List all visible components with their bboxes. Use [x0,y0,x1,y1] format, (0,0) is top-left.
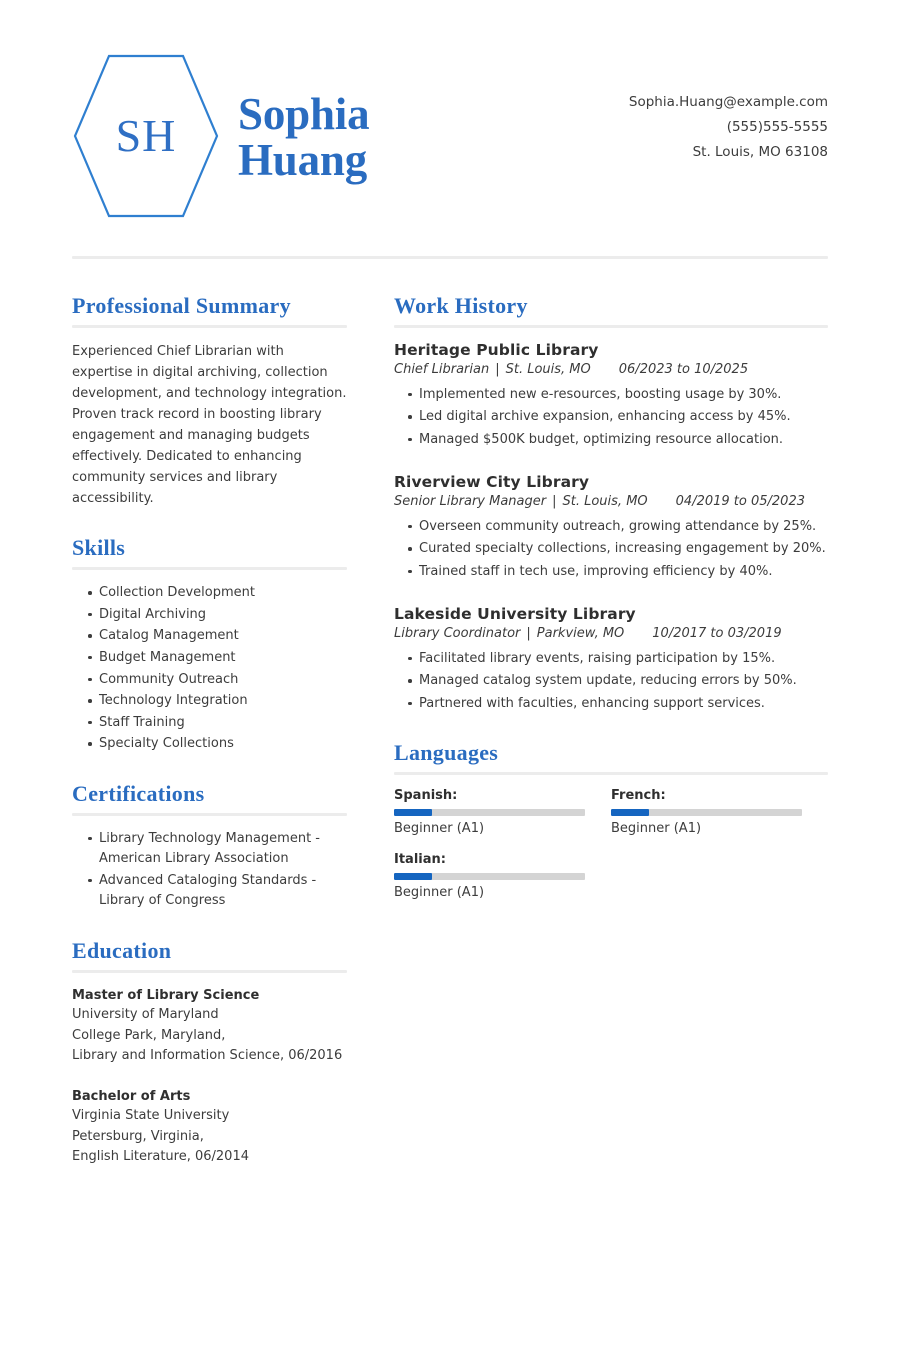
right-column [357,293,828,942]
job-location: St. Louis, MO [505,362,591,377]
job-entry [394,341,828,450]
education-school: University of Maryland [72,1007,219,1023]
contact-email[interactable]: Sophia.Huang@example.com [628,94,828,110]
certification-item: Advanced Cataloging Standards - Library of Congress [88,871,347,912]
language-item [394,852,611,900]
job-meta [394,492,828,512]
job-role: Library Coordinator [394,626,521,642]
section-title-languages: Languages [394,740,499,766]
languages-grid [394,788,828,916]
section-title-certifications: Certifications [72,780,205,806]
job-company: Riverview City Library [394,473,590,492]
language-level: Beginner (A1) [611,821,702,837]
language-level: Beginner (A1) [394,821,485,837]
section-divider [72,813,347,816]
last-name: Huang [238,135,368,185]
job-company: Heritage Public Library [394,341,599,359]
skill-item: Catalog Management [88,626,347,647]
education-location: College Park, Maryland, [72,1027,226,1043]
language-proficiency-fill [394,873,432,880]
job-entry [394,473,828,582]
education-field-date: English Literature, 06/2014 [72,1149,249,1165]
job-meta [394,360,828,380]
job-bullets [394,385,828,451]
job-meta [394,624,828,644]
job-bullet: Managed catalog system update, reducing errors by 50%. [408,671,828,692]
section-divider [394,325,828,328]
summary-text: Experienced Chief Librarian with expertise in digital archiving, collection development, and technology integration. Proven track record in boosting library engagement and managing budgets effectively. Dedicated to enhancing community services and library accessibility. [72,344,347,507]
section-divider [72,567,347,570]
education-entry [72,1087,347,1168]
certifications-list [72,829,347,912]
section-divider [394,772,828,775]
job-bullets [394,517,828,583]
contact-location: St. Louis, MO 63108 [692,143,828,160]
monogram-hexagon [72,52,220,220]
section-title-education: Education [72,937,172,963]
monogram-initials: SH [115,110,177,161]
job-bullets [394,649,828,715]
language-proficiency-bar [611,809,802,816]
contact-info [588,52,828,165]
job-bullet: Overseen community outreach, growing attendance by 25%. [408,517,828,538]
job-entries [394,341,828,714]
skill-item: Staff Training [88,713,347,734]
language-proficiency-fill [611,809,649,816]
job-bullet: Implemented new e-resources, boosting usage by 30%. [408,385,828,406]
skill-item: Specialty Collections [88,734,347,755]
job-company: Lakeside University Library [394,605,636,624]
certification-item: Library Technology Management - American Library Association [88,829,347,870]
job-dates: 04/2019 to 05/2023 [675,494,805,510]
section-languages [394,740,828,916]
job-location: Parkview, MO [536,626,625,642]
language-item [394,788,611,836]
education-entries [72,986,347,1168]
job-bullet: Trained staff in tech use, improving efficiency by 40%. [408,562,828,583]
education-location: Petersburg, Virginia, [72,1128,204,1144]
education-school: Virginia State University [72,1108,230,1124]
language-name: French: [611,788,666,804]
language-proficiency-fill [394,809,432,816]
contact-phone[interactable]: (555)555-5555 [726,118,828,135]
language-name: Italian: [394,852,446,868]
section-divider [72,970,347,973]
skill-item: Community Outreach [88,670,347,691]
section-education [72,938,347,1168]
skill-item: Budget Management [88,648,347,669]
section-work-history [394,293,828,714]
education-entry [72,986,347,1067]
job-entry [394,605,828,714]
job-role: Chief Librarian [394,362,490,377]
identity-block [72,52,588,220]
education-degree: Bachelor of Arts [72,1088,191,1104]
education-degree: Master of Library Science [72,987,260,1003]
section-skills [72,535,347,754]
job-dates: 06/2023 to 10/2025 [618,362,749,377]
job-dates: 10/2017 to 03/2019 [652,626,782,642]
section-title-skills: Skills [72,535,126,561]
meta-separator: | [552,494,557,510]
education-field-date: Library and Information Science, 06/2016 [72,1048,343,1064]
language-name: Spanish: [394,788,458,804]
first-name: Sophia [238,89,370,140]
job-bullet: Curated specialty collections, increasing engagement by 20%. [408,539,828,560]
language-proficiency-bar [394,809,585,816]
language-proficiency-bar [394,873,585,880]
hexagon-icon [72,52,220,220]
resume-header [0,0,900,220]
section-professional-summary [72,293,347,509]
content-columns [0,259,900,1194]
skills-list [72,583,347,754]
section-divider [72,325,347,328]
full-name [238,88,369,184]
skill-item: Collection Development [88,583,347,604]
job-bullet: Facilitated library events, raising participation by 15%. [408,649,828,670]
language-item [611,788,828,836]
skill-item: Digital Archiving [88,605,347,626]
language-level: Beginner (A1) [394,885,485,901]
skill-item: Technology Integration [88,691,347,712]
job-bullet: Partnered with faculties, enhancing support services. [408,694,828,715]
job-location: St. Louis, MO [562,494,648,510]
section-title-summary: Professional Summary [72,293,291,318]
meta-separator: | [526,626,531,642]
left-column [72,293,357,1194]
job-bullet: Led digital archive expansion, enhancing access by 45%. [408,407,828,428]
section-title-work-history: Work History [394,293,528,318]
job-bullet: Managed $500K budget, optimizing resource allocation. [408,430,828,451]
section-certifications [72,781,347,912]
job-role: Senior Library Manager [394,494,547,510]
meta-separator: | [495,362,500,377]
